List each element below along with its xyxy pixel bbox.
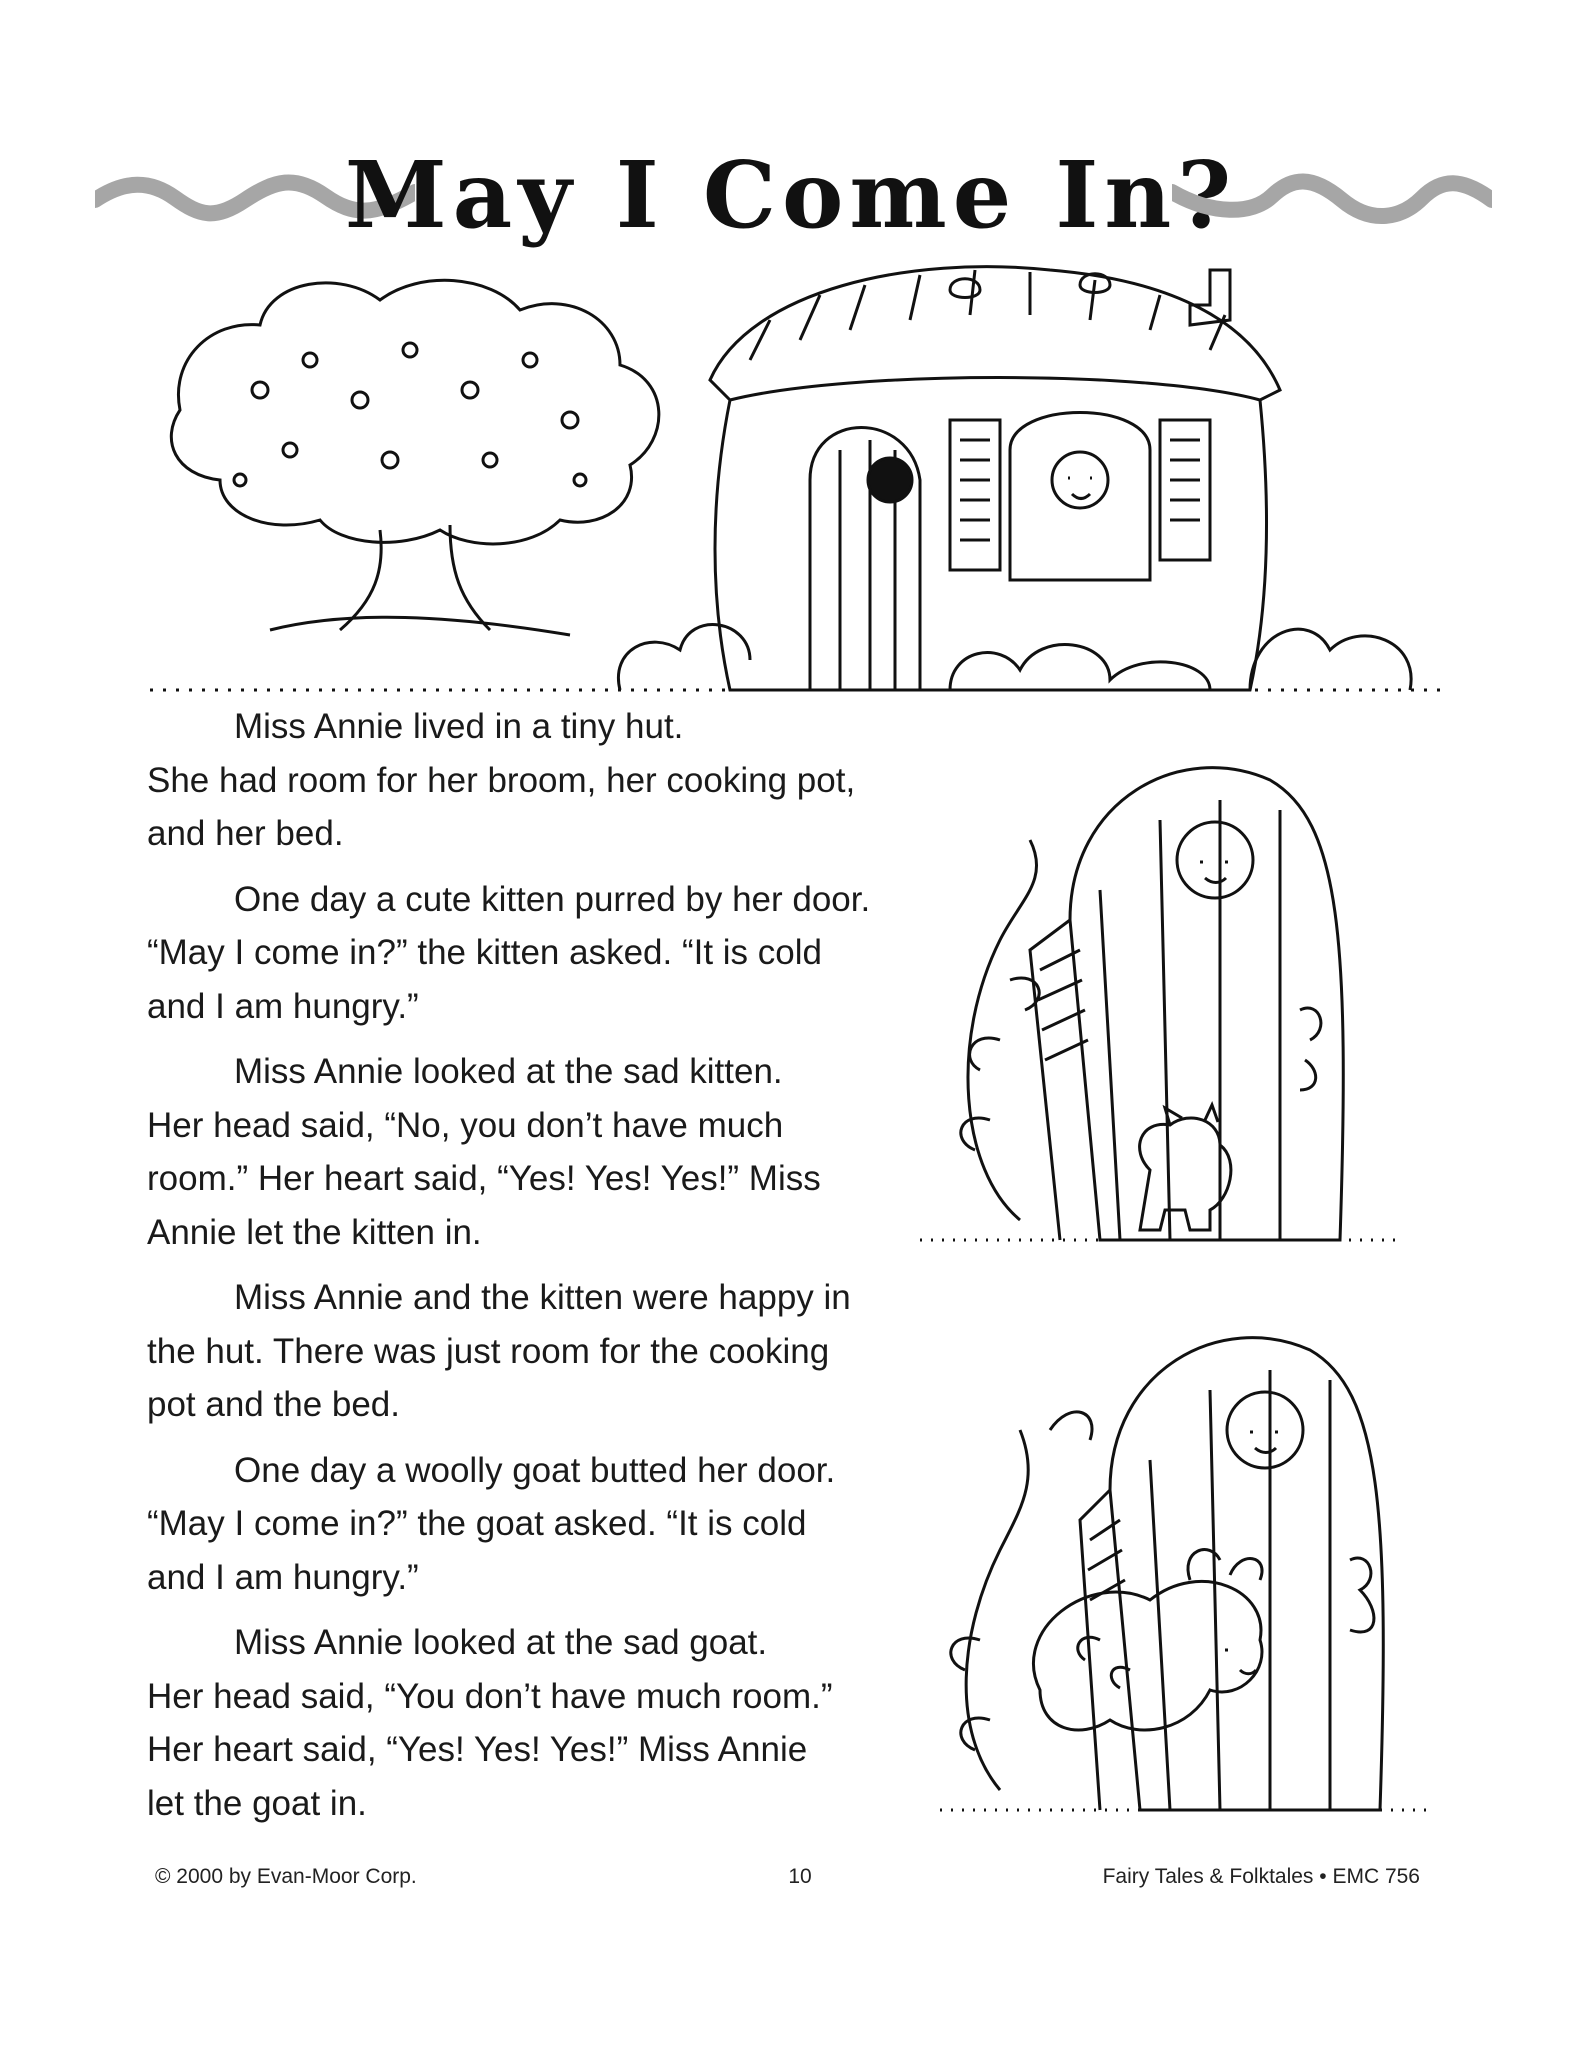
- hut-illustration: [150, 250, 1440, 705]
- story-line: One day a woolly goat butted her door.: [234, 1450, 836, 1490]
- hut-icon: [710, 267, 1280, 690]
- page-title: May I Come In?: [344, 141, 1238, 249]
- goat-icon: [1033, 1550, 1262, 1730]
- vine-icon: [951, 1412, 1092, 1790]
- paragraph: [147, 1444, 947, 1605]
- bushes-icon: [150, 625, 1440, 690]
- story-line: Miss Annie looked at the sad kitten.: [234, 1052, 783, 1091]
- story-line: One day a cute kitten purred by her door.: [234, 879, 871, 919]
- story-line: Annie let the kitten in.: [147, 1212, 482, 1252]
- tree-icon: [171, 280, 659, 635]
- story-line: Her head said, “You don’t have much room.”: [147, 1676, 833, 1716]
- story-line: Her head said, “No, you don’t have much: [147, 1105, 784, 1145]
- story-line: room.” Her heart said, “Yes! Yes! Yes!” Miss: [147, 1159, 821, 1198]
- paragraph: [147, 873, 947, 1034]
- vine-icon: [961, 840, 1039, 1220]
- page-number: 10: [788, 1865, 812, 1888]
- story-line: let the goat in.: [147, 1783, 367, 1823]
- story-text: [147, 700, 947, 1842]
- story-line: and I am hungry.”: [147, 986, 419, 1026]
- goat-at-door-drawing: [940, 1310, 1430, 1830]
- story-line: Miss Annie and the kitten were happy in: [234, 1278, 851, 1317]
- paragraph: [147, 1045, 947, 1259]
- hut-and-tree-drawing: [150, 250, 1440, 705]
- story-line: Miss Annie looked at the sad goat.: [234, 1623, 768, 1662]
- story-line: Miss Annie lived in a tiny hut.: [234, 707, 684, 746]
- book-reference: Fairy Tales & Folktales • EMC 756: [1102, 1865, 1420, 1888]
- title-banner: [0, 130, 1582, 270]
- goat-door-illustration: [940, 1310, 1430, 1830]
- paragraph: [147, 1271, 947, 1432]
- paragraph: [147, 1616, 947, 1830]
- story-line: Her heart said, “Yes! Yes! Yes!” Miss Annie: [147, 1730, 808, 1769]
- copyright-notice: © 2000 by Evan-Moor Corp.: [155, 1865, 417, 1888]
- story-line: and I am hungry.”: [147, 1557, 419, 1597]
- story-line: “May I come in?” the goat asked. “It is cold: [147, 1504, 807, 1543]
- kitten-icon: [1140, 1105, 1231, 1230]
- paragraph: [147, 700, 947, 861]
- story-line: She had room for her broom, her cooking pot,: [147, 760, 856, 800]
- door-icon: [1030, 768, 1343, 1240]
- story-line: the hut. There was just room for the cooking: [147, 1331, 830, 1371]
- story-line: and her bed.: [147, 814, 344, 853]
- story-line: pot and the bed.: [147, 1385, 400, 1424]
- story-line: “May I come in?” the kitten asked. “It is cold: [147, 933, 822, 972]
- kitten-door-illustration: [920, 740, 1400, 1270]
- kitten-at-door-drawing: [920, 740, 1400, 1270]
- right-squiggle-ornament: [1172, 160, 1492, 230]
